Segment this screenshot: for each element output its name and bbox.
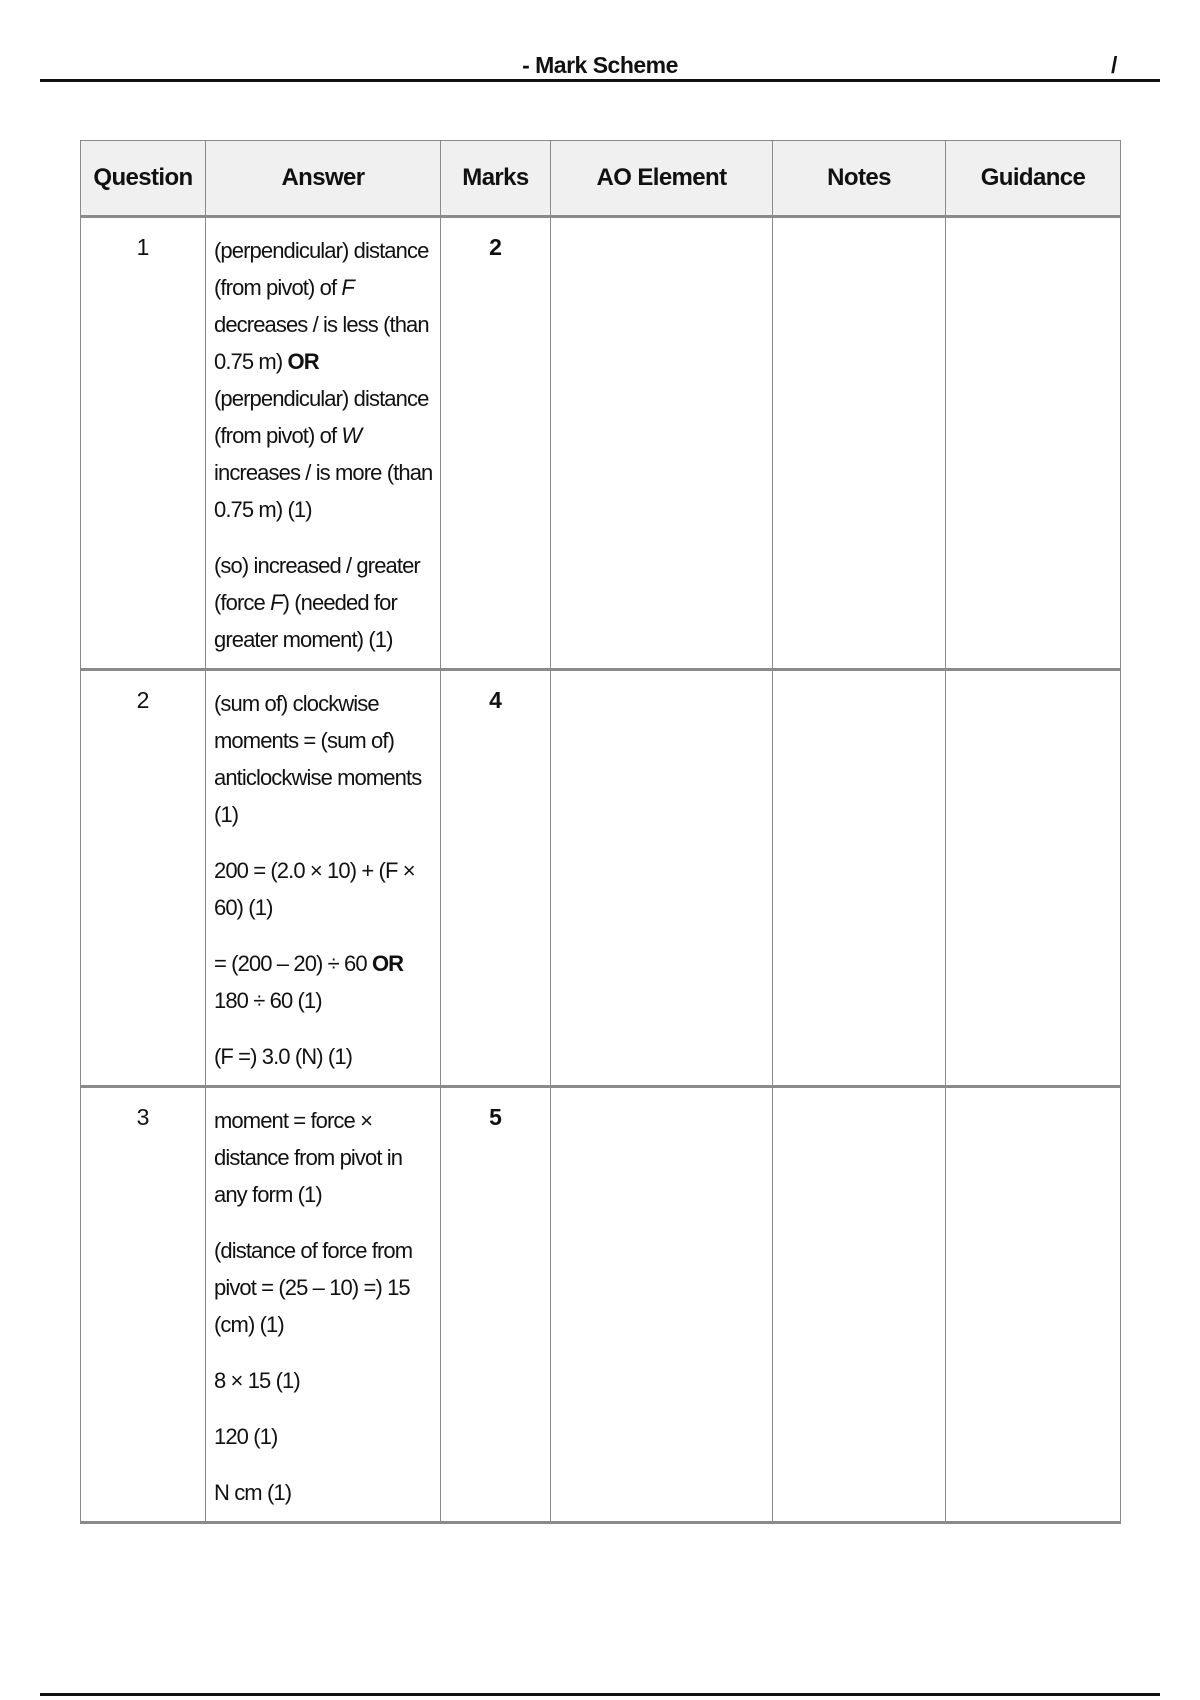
header-page-marker: /	[1111, 52, 1118, 78]
answer-line: 120 (1)	[214, 1424, 278, 1449]
column-header-answer: Answer	[206, 141, 441, 217]
marks-value: 4	[441, 670, 551, 1087]
answer-line: = (200 – 20) ÷ 60 OR 180 ÷ 60 (1)	[214, 951, 404, 1013]
table-row	[81, 1087, 1121, 1523]
question-number: 1	[81, 217, 206, 670]
question-number: 3	[81, 1087, 206, 1523]
column-header-ao-element: AO Element	[551, 141, 773, 217]
answer-line: (distance of force from pivot = (25 – 10) =) 15 (cm) (1)	[214, 1238, 413, 1337]
footer-rule	[40, 1693, 1160, 1696]
notes-cell	[773, 1087, 946, 1523]
answer-cell	[206, 670, 441, 1087]
guidance-cell	[946, 670, 1121, 1087]
header-title: - Mark Scheme	[522, 52, 678, 78]
answer-cell	[206, 1087, 441, 1523]
answer-line: N cm (1)	[214, 1480, 292, 1505]
marks-value: 2	[441, 217, 551, 670]
ao-element-cell	[551, 217, 773, 670]
table-row	[81, 217, 1121, 670]
guidance-cell	[946, 217, 1121, 670]
answer-line: (F =) 3.0 (N) (1)	[214, 1044, 353, 1069]
notes-cell	[773, 670, 946, 1087]
marks-value: 5	[441, 1087, 551, 1523]
column-header-question: Question	[81, 141, 206, 217]
table-header-row	[81, 141, 1121, 217]
ao-element-cell	[551, 1087, 773, 1523]
column-header-guidance: Guidance	[946, 141, 1121, 217]
answer-line: (sum of) clockwise moments = (sum of) anticlockwise moments (1)	[214, 691, 422, 827]
mark-scheme-table	[80, 140, 1121, 1524]
notes-cell	[773, 217, 946, 670]
answer-line: (so) increased / greater (force F) (needed for greater moment) (1)	[214, 553, 420, 652]
question-number: 2	[81, 670, 206, 1087]
guidance-cell	[946, 1087, 1121, 1523]
ao-element-cell	[551, 670, 773, 1087]
answer-line: moment = force × distance from pivot in any form (1)	[214, 1108, 403, 1207]
answer-line: 200 = (2.0 × 10) + (F × 60) (1)	[214, 858, 415, 920]
column-header-notes: Notes	[773, 141, 946, 217]
answer-cell	[206, 217, 441, 670]
table-row	[81, 670, 1121, 1087]
answer-line: (perpendicular) distance (from pivot) of F decreases / is less (than 0.75 m) OR (perpendicular) distance (from pivot) of W increases / is more (than 0.75 m) (1)	[214, 238, 433, 522]
answer-line: 8 × 15 (1)	[214, 1368, 300, 1393]
header-rule	[40, 79, 1160, 82]
column-header-marks: Marks	[441, 141, 551, 217]
